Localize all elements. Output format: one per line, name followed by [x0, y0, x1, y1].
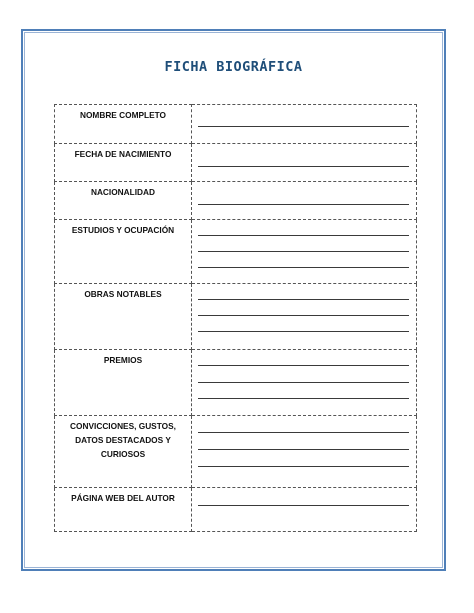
form-row-nombre: [55, 105, 417, 144]
write-line[interactable]: [198, 299, 409, 300]
form-row-obras: [55, 284, 417, 350]
write-line[interactable]: [198, 166, 409, 167]
form-label: CONVICCIONES, GUSTOS, DATOS DESTACADOS Y CURIOSOS: [70, 421, 176, 459]
form-answer-area[interactable]: [192, 284, 417, 350]
form-label-cell: [55, 105, 192, 144]
write-line[interactable]: [198, 204, 409, 205]
form-label: NACIONALIDAD: [90, 187, 156, 197]
form-row-fecha: [55, 144, 417, 182]
write-line[interactable]: [198, 126, 409, 127]
form-answer-area[interactable]: [192, 416, 417, 488]
write-line[interactable]: [198, 251, 409, 252]
form-row-pagina-web: [55, 488, 417, 532]
form-label-cell: [55, 220, 192, 284]
form-answer-area[interactable]: [192, 350, 417, 416]
write-line[interactable]: [198, 235, 409, 236]
write-line[interactable]: [198, 365, 409, 366]
form-row-premios: [55, 350, 417, 416]
form-row-convicciones: [55, 416, 417, 488]
form-row-nacionalidad: [55, 182, 417, 220]
form-answer-area[interactable]: [192, 105, 417, 144]
form-label: PÁGINA WEB DEL AUTOR: [71, 493, 175, 503]
write-line[interactable]: [198, 505, 409, 506]
form-label-cell: [55, 284, 192, 350]
form-label: OBRAS NOTABLES: [84, 289, 162, 299]
write-line[interactable]: [198, 449, 409, 450]
form-answer-area[interactable]: [192, 144, 417, 182]
page-border: [21, 29, 446, 571]
write-line[interactable]: [198, 382, 409, 383]
page-title: FICHA BIOGRÁFICA: [164, 59, 303, 75]
write-line[interactable]: [198, 267, 409, 268]
form-label: FECHA DE NACIMIENTO: [74, 149, 172, 159]
form-label: PREMIOS: [103, 355, 143, 365]
form-label-cell: [55, 416, 192, 488]
form-answer-area[interactable]: [192, 220, 417, 284]
form-answer-area[interactable]: [192, 488, 417, 532]
write-line[interactable]: [198, 398, 409, 399]
page-inner-border: [24, 32, 443, 568]
form-answer-area[interactable]: [192, 182, 417, 220]
write-line[interactable]: [198, 315, 409, 316]
form-label: NOMBRE COMPLETO: [79, 110, 167, 120]
biography-form-table: [54, 104, 417, 532]
form-label-cell: [55, 350, 192, 416]
form-label-cell: [55, 182, 192, 220]
write-line[interactable]: [198, 432, 409, 433]
form-row-estudios: [55, 220, 417, 284]
form-label: ESTUDIOS Y OCUPACIÓN: [71, 225, 175, 235]
write-line[interactable]: [198, 331, 409, 332]
form-label-cell: [55, 144, 192, 182]
write-line[interactable]: [198, 466, 409, 467]
form-label-cell: [55, 488, 192, 532]
